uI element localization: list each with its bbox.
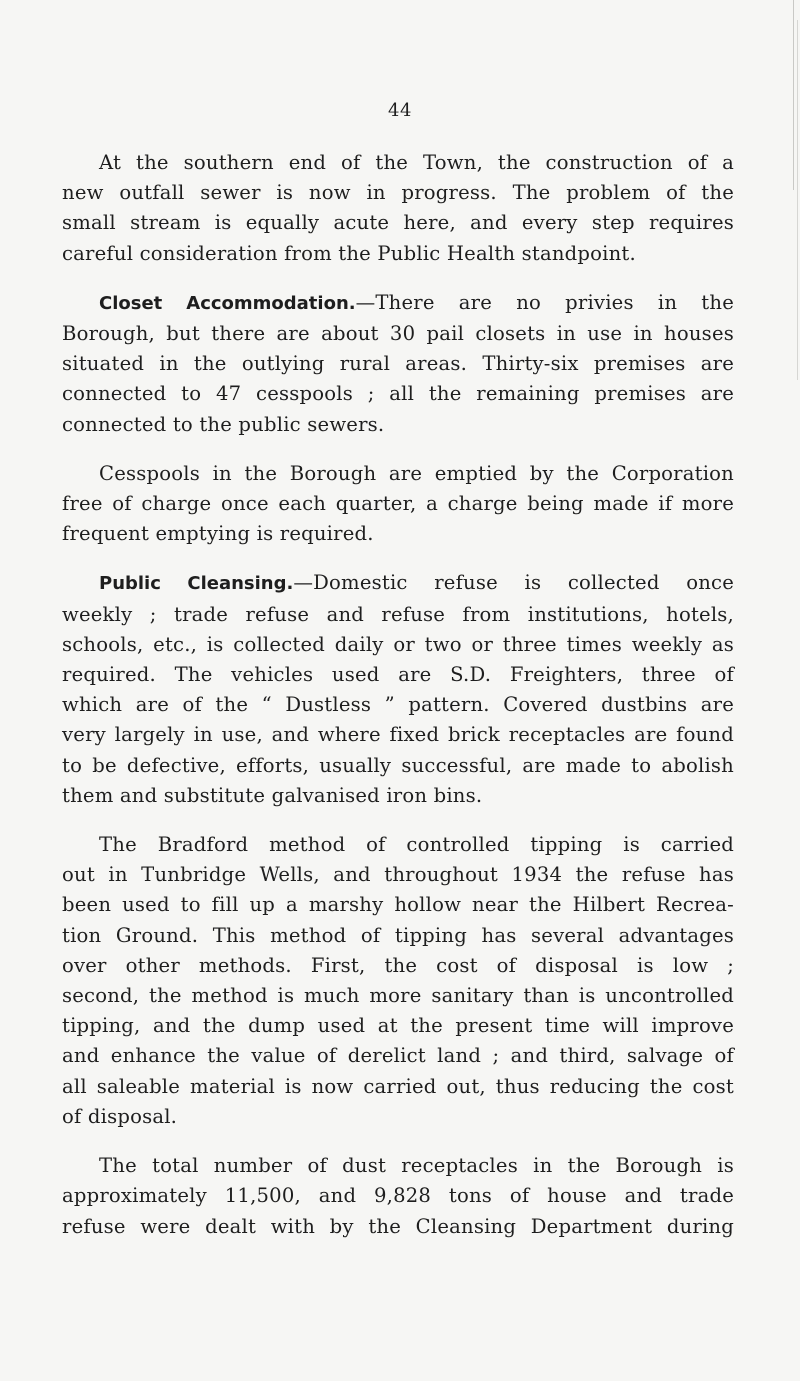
page-edge-line xyxy=(793,0,794,190)
paragraph xyxy=(62,830,734,1132)
text-run: —Domestic refuse is collected once xyxy=(293,571,734,595)
text-line: schools, etc., is collected daily or two or three times weekly as xyxy=(62,632,734,656)
text-line: all saleable material is now carried out, thus reducing the cost xyxy=(62,1074,734,1098)
text-line: connected to the public sewers. xyxy=(62,412,385,436)
text-line: to be defective, efforts, usually successful, are made to abolish xyxy=(62,753,734,777)
text-line: connected to 47 cesspools ; all the remaining premises are xyxy=(62,382,734,406)
text-line: out in Tunbridge Wells, and throughout 1934 the refuse has xyxy=(62,863,734,887)
text-line: them and substitute galvanised iron bins. xyxy=(62,783,483,807)
paragraph xyxy=(62,459,734,550)
text-line: and enhance the value of derelict land ; and third, salvage of xyxy=(62,1044,734,1068)
paragraph xyxy=(62,288,734,440)
text-line: free of charge once each quarter, a charge being made if more xyxy=(62,492,734,516)
text-line: weekly ; trade refuse and refuse from institutions, hotels, xyxy=(62,602,734,626)
text-line xyxy=(62,568,734,599)
text-line: frequent emptying is required. xyxy=(62,522,374,546)
text-line: very largely in use, and where fixed brick receptacles are found xyxy=(62,723,734,747)
text-line: tion Ground. This method of tipping has several advantages xyxy=(62,923,734,947)
text-line: At the southern end of the Town, the construction of a xyxy=(99,151,734,174)
section-heading: Public Cleansing. xyxy=(99,573,294,595)
text-run: —There are no privies in the xyxy=(355,290,734,314)
text-line: which are of the “ Dustless ” pattern. Covered dustbins are xyxy=(62,693,734,717)
paragraph xyxy=(62,568,734,811)
text-line: approximately 11,500, and 9,828 tons of house and trade xyxy=(62,1184,734,1208)
text-line: Cesspools in the Borough are emptied by the Corporation xyxy=(99,461,734,485)
page-edge-line xyxy=(797,20,798,380)
text-line: careful consideration from the Public Health standpoint. xyxy=(62,241,636,265)
text-line: refuse were dealt with by the Cleansing Department during xyxy=(62,1214,734,1238)
text-line: The total number of dust receptacles in the Borough is xyxy=(99,1154,734,1178)
text-line: over other methods. First, the cost of disposal is low ; xyxy=(62,953,734,977)
page-number: 44 xyxy=(388,100,412,121)
text-line: of disposal. xyxy=(62,1104,178,1128)
paragraph xyxy=(62,1151,734,1242)
text-line: required. The vehicles used are S.D. Freighters, three of xyxy=(62,663,734,687)
text-line: been used to fill up a marshy hollow near the Hilbert Recrea- xyxy=(62,893,734,917)
section-heading: Closet Accommodation. xyxy=(99,292,356,314)
text-line: The Bradford method of controlled tipping is carried xyxy=(99,833,734,857)
text-line: small stream is equally acute here, and every step requires xyxy=(62,211,734,235)
text-line: Borough, but there are about 30 pail closets in use in houses xyxy=(62,322,734,346)
text-line xyxy=(62,288,734,319)
paragraph xyxy=(62,148,734,269)
body-text xyxy=(62,148,734,1261)
text-line: situated in the outlying rural areas. Thirty-six premises are xyxy=(62,352,734,376)
text-line: new outfall sewer is now in progress. The problem of the xyxy=(62,181,734,205)
text-line: second, the method is much more sanitary than is uncontrolled xyxy=(62,984,734,1008)
text-line: tipping, and the dump used at the present time will improve xyxy=(62,1014,734,1038)
